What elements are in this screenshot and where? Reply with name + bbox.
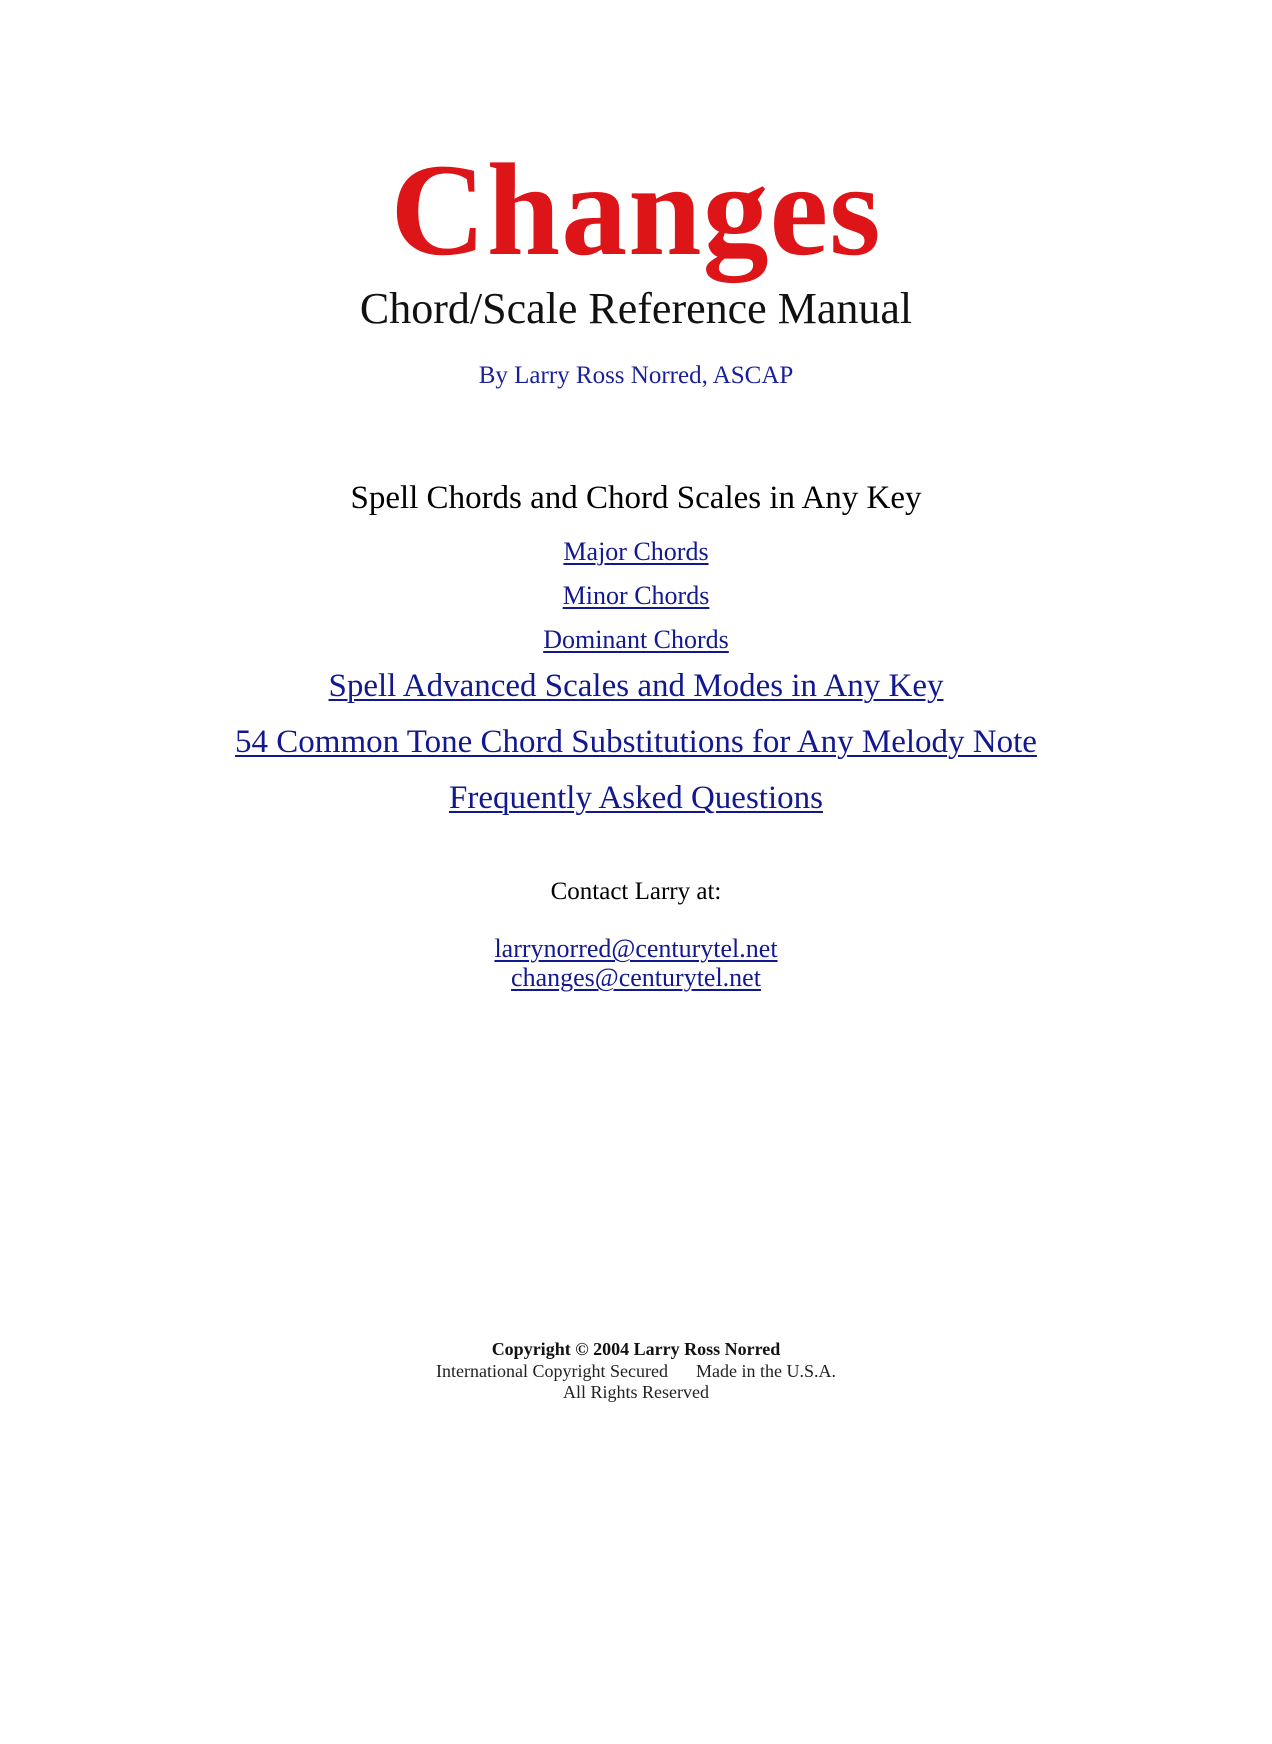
minor-chords-row — [0, 579, 1272, 613]
advanced-scales-row — [0, 665, 1272, 707]
dominant-chords-row — [0, 623, 1272, 657]
major-chords-link[interactable]: Major Chords — [563, 537, 709, 566]
faq-row — [0, 777, 1272, 819]
contact-label: Contact Larry at: — [550, 878, 722, 905]
email-row-primary — [0, 934, 1272, 964]
document-title: Changes — [390, 136, 882, 283]
copyright-secured-line — [0, 1360, 1272, 1382]
copyright-notice: Copyright © 2004 Larry Ross Norred — [491, 1339, 781, 1359]
made-in-usa-text: Made in the U.S.A. — [695, 1361, 836, 1381]
dominant-chords-link[interactable]: Dominant Chords — [543, 625, 729, 654]
document-subtitle: Chord/Scale Reference Manual — [359, 284, 913, 333]
major-chords-row — [0, 535, 1272, 569]
email-row-secondary — [0, 963, 1272, 993]
copyright-secured-text: International Copyright Secured — [436, 1361, 668, 1381]
substitutions-row — [0, 721, 1272, 763]
faq-link[interactable]: Frequently Asked Questions — [449, 780, 823, 816]
chord-substitutions-link[interactable]: 54 Common Tone Chord Substitutions for Any Melody Note — [235, 724, 1037, 760]
minor-chords-link[interactable]: Minor Chords — [562, 581, 710, 610]
section-heading: Spell Chords and Chord Scales in Any Key — [350, 480, 922, 516]
author-byline: By Larry Ross Norred, ASCAP — [478, 362, 794, 389]
rights-reserved: All Rights Reserved — [563, 1382, 709, 1402]
advanced-scales-link[interactable]: Spell Advanced Scales and Modes in Any Key — [328, 668, 944, 704]
email-link-larrynorred[interactable]: larrynorred@centurytel.net — [494, 934, 778, 963]
email-link-changes[interactable]: changes@centurytel.net — [511, 963, 761, 992]
